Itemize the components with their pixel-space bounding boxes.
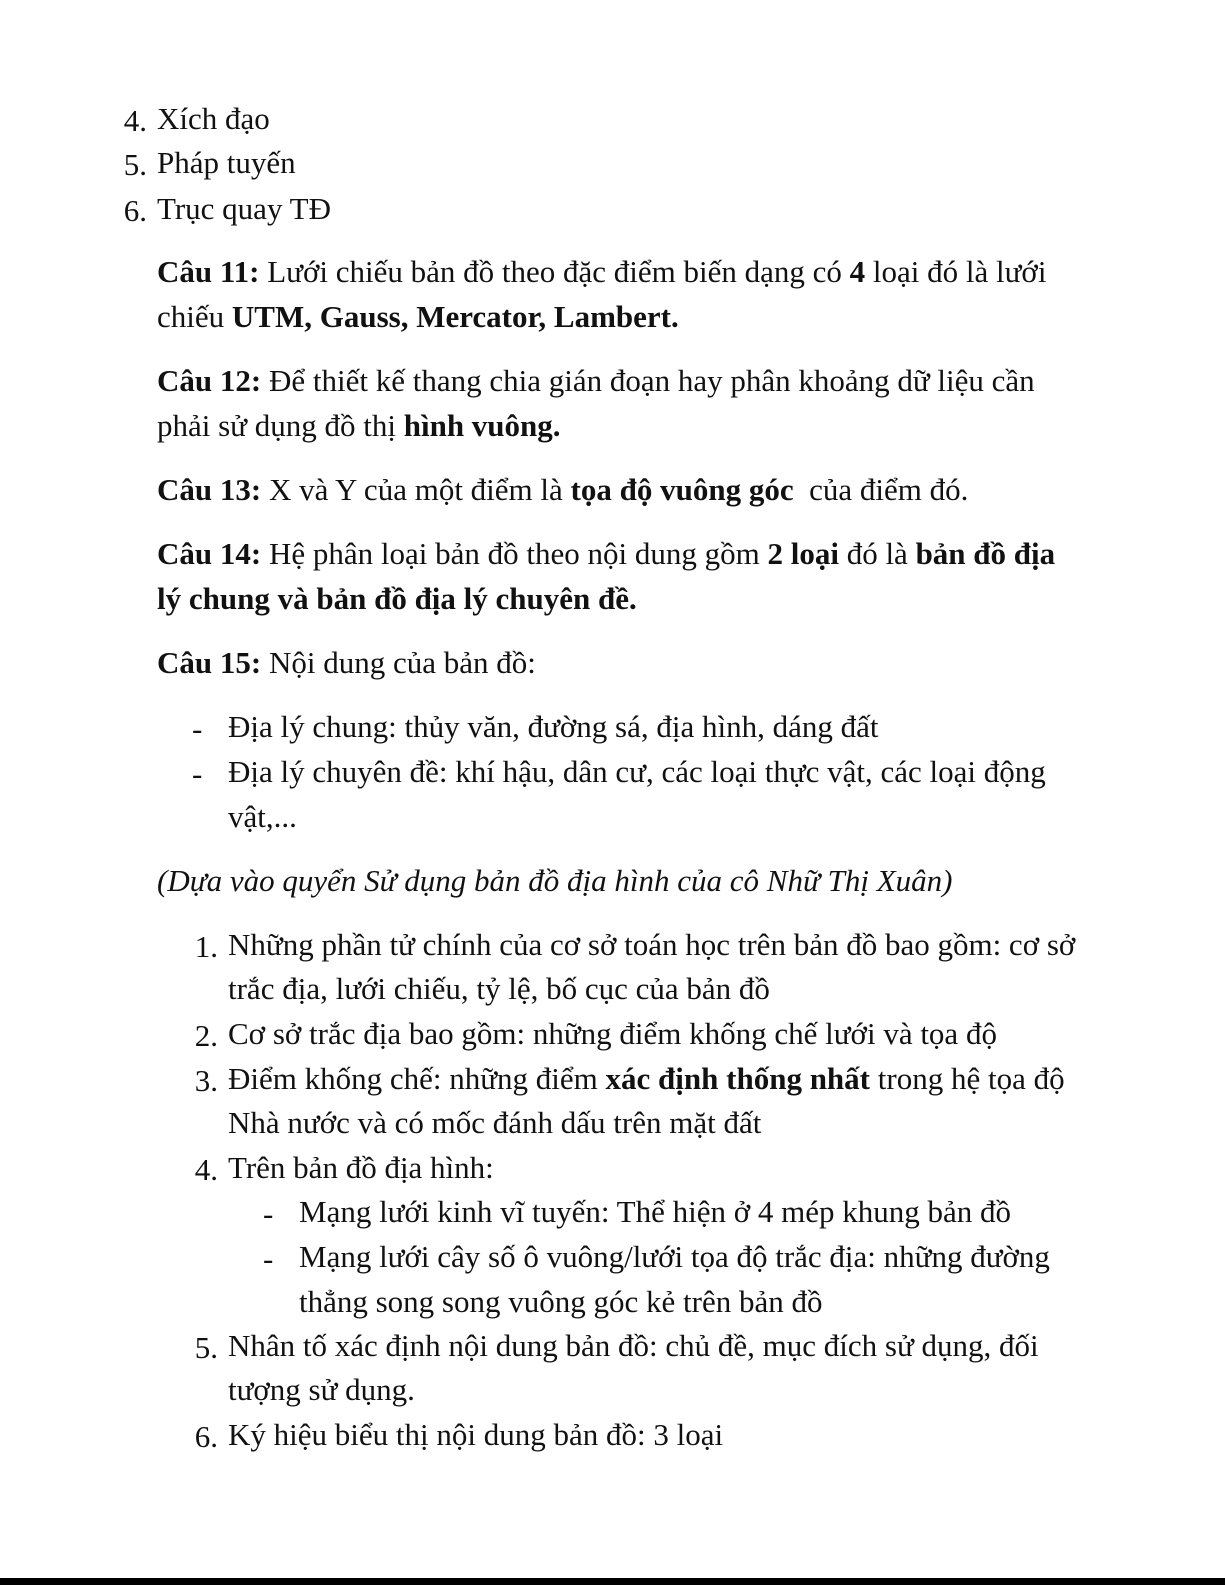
list-number: 6. [123, 193, 147, 228]
list-item: Xích đạo [157, 101, 270, 136]
bullet-item-continued: vật,... [228, 799, 297, 834]
page-bottom-border [0, 1578, 1225, 1585]
question-11-line-1 [157, 256, 1046, 287]
question-14-line-2 [157, 583, 637, 614]
text: chiếu [157, 299, 232, 334]
bold-text: 4 [849, 254, 866, 289]
question-11-line-2 [157, 301, 679, 332]
bold-text: bản đồ địa [915, 536, 1056, 571]
text: Nội dung của bản đồ: [261, 645, 536, 680]
text: trong hệ tọa độ [870, 1061, 1065, 1096]
bullet-dash: - [263, 1241, 274, 1276]
bullet-dash: - [263, 1196, 274, 1231]
text: Lưới chiếu bản đồ theo đặc điểm biến dạng có [259, 254, 850, 289]
list-number: 6. [194, 1419, 218, 1454]
text: loại đó là lưới [865, 254, 1047, 289]
bold-text: lý chung và bản đồ địa lý chuyên đề. [157, 581, 637, 616]
bullet-item: Địa lý chuyên đề: khí hậu, dân cư, các loại thực vật, các loại động [228, 754, 1046, 789]
list-number: 4. [123, 103, 147, 138]
sub-bullet-item-continued: thẳng song song vuông góc kẻ trên bản đồ [299, 1284, 823, 1319]
text: Để thiết kế thang chia gián đoạn hay phân khoảng dữ liệu cần [261, 363, 1035, 398]
question-12-line-2 [157, 410, 561, 441]
bold-text: tọa độ vuông góc [570, 472, 794, 507]
list-item: Những phần tử chính của cơ sở toán học trên bản đồ bao gồm: cơ sở [228, 927, 1076, 962]
list-number: 1. [194, 929, 218, 964]
source-note: (Dựa vào quyển Sử dụng bản đồ địa hình của cô Nhữ Thị Xuân) [157, 863, 953, 898]
question-13-line [157, 474, 968, 505]
question-12-line-1 [157, 365, 1035, 396]
question-label: Câu 15: [157, 645, 262, 680]
text: X và Y của một điểm là [261, 472, 571, 507]
bullet-item: Địa lý chung: thủy văn, đường sá, địa hình, dáng đất [228, 709, 879, 744]
list-number: 3. [194, 1063, 218, 1098]
bold-text: UTM, Gauss, Mercator, Lambert. [231, 299, 679, 334]
text: đó là [838, 536, 916, 571]
sub-bullet-item: Mạng lưới kinh vĩ tuyến: Thể hiện ở 4 mép khung bản đồ [299, 1194, 1011, 1229]
list-item: Trục quay TĐ [157, 191, 331, 226]
list-item-continued: trắc địa, lưới chiếu, tỷ lệ, bố cục của bản đồ [228, 971, 770, 1006]
bullet-dash: - [192, 756, 203, 791]
list-number: 4. [194, 1152, 218, 1187]
question-15-line [157, 647, 536, 678]
text: của điểm đó. [793, 472, 969, 507]
text: Điểm khống chế: những điểm [228, 1061, 606, 1096]
text: phải sử dụng đồ thị [157, 408, 404, 443]
list-item: Pháp tuyến [157, 145, 296, 180]
list-number: 2. [194, 1018, 218, 1053]
sub-bullet-item: Mạng lưới cây số ô vuông/lưới tọa độ trắc địa: những đường [299, 1239, 1050, 1274]
bullet-dash: - [192, 711, 203, 746]
bold-text: 2 loại [767, 536, 839, 571]
bold-text: xác định thống nhất [605, 1061, 871, 1096]
text: Hệ phân loại bản đồ theo nội dung gồm [261, 536, 768, 571]
question-label: Câu 14: [157, 536, 262, 571]
question-label: Câu 12: [157, 363, 262, 398]
list-item-continued: Nhà nước và có mốc đánh dấu trên mặt đất [228, 1105, 762, 1140]
list-number: 5. [123, 147, 147, 182]
list-item: Nhân tố xác định nội dung bản đồ: chủ đề, mục đích sử dụng, đối [228, 1328, 1039, 1363]
list-item: Trên bản đồ địa hình: [228, 1150, 494, 1185]
list-item: Ký hiệu biểu thị nội dung bản đồ: 3 loại [228, 1417, 724, 1452]
question-label: Câu 13: [157, 472, 262, 507]
list-item-continued: tượng sử dụng. [228, 1372, 415, 1407]
list-item [228, 1063, 1065, 1094]
question-14-line-1 [157, 538, 1055, 569]
list-number: 5. [194, 1330, 218, 1365]
list-item: Cơ sở trắc địa bao gồm: những điểm khống chế lưới và tọa độ [228, 1016, 997, 1051]
bold-text: hình vuông. [403, 408, 561, 443]
question-label: Câu 11: [157, 254, 260, 289]
